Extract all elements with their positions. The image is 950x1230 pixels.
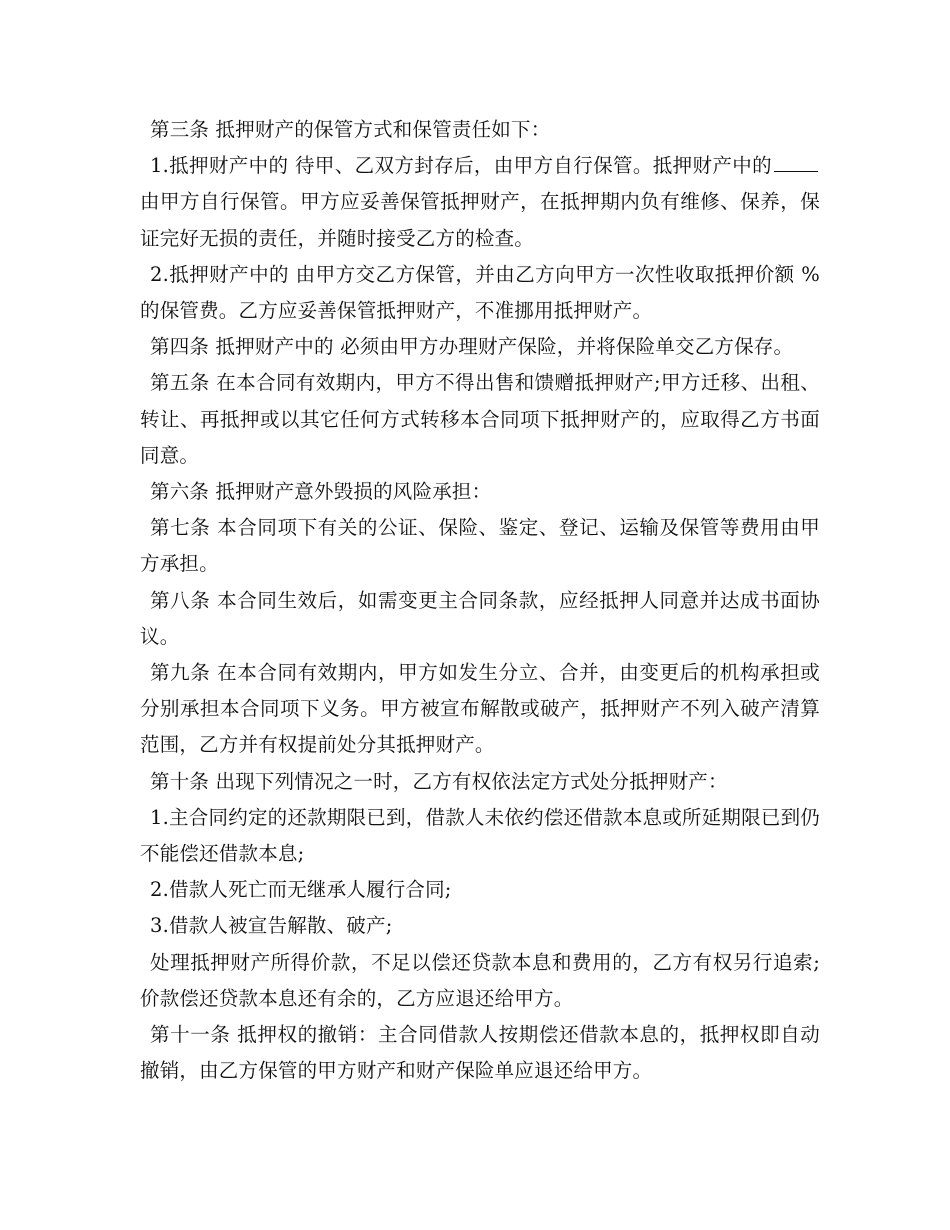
clause-10-note: 处理抵押财产所得价款，不足以偿还贷款本息和费用的，乙方有权另行追索;价款偿还贷款本息还有余的，乙方应退还给甲方。 xyxy=(140,950,820,1010)
clause-10-heading: 第十条 出现下列情况之一时，乙方有权依法定方式处分抵押财产： xyxy=(150,769,728,793)
clause-10-item-3: 3.借款人被宣告解散、破产; xyxy=(150,914,393,938)
clause-3-item-1-text-b: 由甲方自行保管。甲方应妥善保管抵押财产，在抵押期内负有维修、保养，保证完好无损的责任，并随时接受乙方的检查。 xyxy=(140,190,820,250)
clause-7: 第七条 本合同项下有关的公证、保险、鉴定、登记、运输及保管等费用由甲方承担。 xyxy=(140,516,820,576)
clause-3-item-1 xyxy=(140,148,820,257)
clause-3-item-1-text-a: 1.抵押财产中的 待甲、乙双方封存后，由甲方自行保管。抵押财产中的 xyxy=(150,154,772,178)
clause-10-item-1: 1.主合同约定的还款期限已到，借款人未依约偿还借款本息或所延期限已到仍不能偿还借款本息; xyxy=(140,805,820,866)
clause-3-heading: 第三条 抵押财产的保管方式和保管责任如下： xyxy=(150,118,551,141)
clause-9: 第九条 在本合同有效期内，甲方如发生分立、合并，由变更后的机构承担或分别承担本合同项下义务。甲方被宣布解散或破产，抵押财产不列入破产清算范围，乙方并有权提前处分其抵押财产。 xyxy=(140,661,820,757)
clause-6: 第六条 抵押财产意外毁损的风险承担： xyxy=(150,480,492,504)
clause-4: 第四条 抵押财产中的 必须由甲方办理财产保险，并将保险单交乙方保存。 xyxy=(150,335,794,359)
clause-3-item-2: 2.抵押财产中的 由甲方交乙方保管，并由乙方向甲方一次性收取抵押价额 %的保管费。乙方应妥善保管抵押财产，不准挪用抵押财产。 xyxy=(140,262,820,323)
clause-10-item-2: 2.借款人死亡而无继承人履行合同; xyxy=(150,878,452,902)
document-body xyxy=(140,112,820,1089)
clause-8: 第八条 本合同生效后，如需变更主合同条款，应经抵押人同意并达成书面协议。 xyxy=(140,588,820,648)
clause-5: 第五条 在本合同有效期内，甲方不得出售和馈赠抵押财产;甲方迁移、出租、转让、再抵押或以其它任何方式转移本合同项下抵押财产的，应取得乙方书面同意。 xyxy=(140,371,820,467)
clause-11: 第十一条 抵押权的撤销：主合同借款人按期偿还借款本息的，抵押权即自动撤销，由乙方保管的甲方财产和财产保险单应退还给甲方。 xyxy=(140,1023,820,1083)
blank-fill-line[interactable] xyxy=(774,171,818,172)
